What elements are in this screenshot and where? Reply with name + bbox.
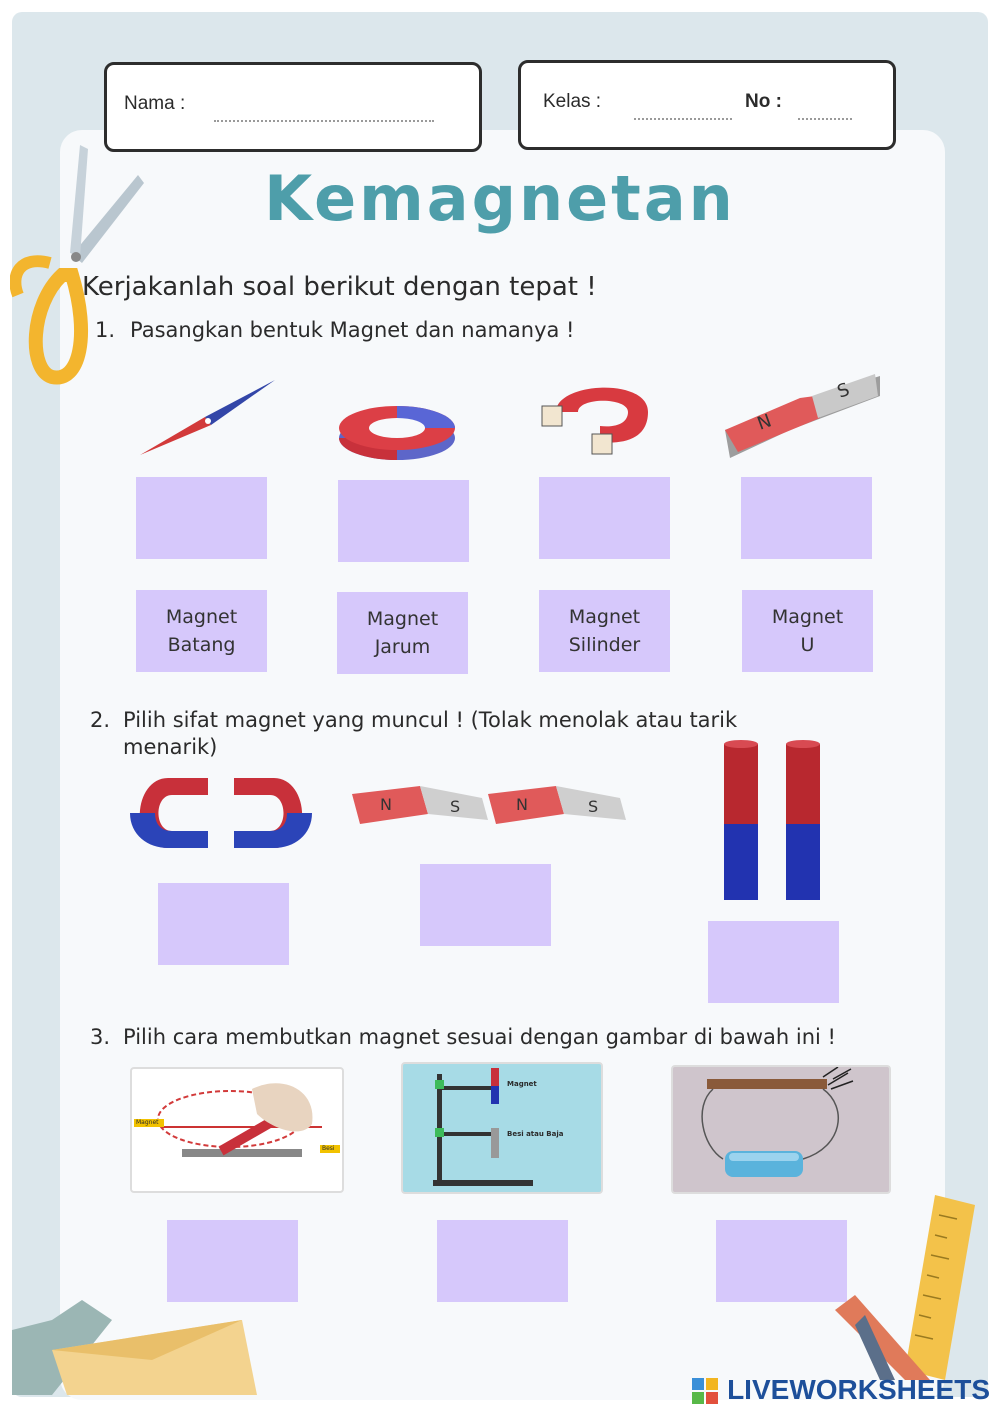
number-label: No : xyxy=(745,91,782,112)
horseshoe-magnet-icon xyxy=(538,382,656,464)
q1-answer-slot-3[interactable] xyxy=(539,477,670,559)
induction-method-image xyxy=(401,1062,603,1194)
bar-magnets-pair-icon xyxy=(350,780,632,832)
q3-answer-slot-3[interactable] xyxy=(716,1220,847,1302)
q1-answer-slot-2[interactable] xyxy=(338,480,469,562)
svg-text:S: S xyxy=(450,797,461,816)
option-magnet-batang[interactable]: Magnet Batang xyxy=(136,590,267,672)
photo2-label-besi: Besi atau Baja xyxy=(507,1130,564,1138)
q1-answer-slot-4[interactable] xyxy=(741,477,872,559)
q1-text: Pasangkan bentuk Magnet dan namanya ! xyxy=(130,318,575,342)
instruction-text: Kerjakanlah soal berikut dengan tepat ! xyxy=(82,272,597,302)
class-label: Kelas : xyxy=(543,91,602,112)
bar-magnet-icon xyxy=(720,368,882,463)
name-field[interactable] xyxy=(214,120,434,122)
q3-answer-slot-1[interactable] xyxy=(167,1220,298,1302)
svg-text:S: S xyxy=(588,797,599,816)
ruler-icon xyxy=(835,1195,985,1380)
electric-method-image xyxy=(671,1065,891,1194)
q2-answer-slot-2[interactable] xyxy=(420,864,551,946)
name-label: Nama : xyxy=(124,93,186,114)
q1-answer-slot-1[interactable] xyxy=(136,477,267,559)
ring-magnet-icon xyxy=(335,398,460,463)
photo1-label-magnet: Magnet xyxy=(136,1119,159,1126)
envelope-icon xyxy=(12,1300,262,1395)
q2-answer-slot-3[interactable] xyxy=(708,921,839,1003)
compass-needle-icon xyxy=(135,375,280,460)
q2-answer-slot-1[interactable] xyxy=(158,883,289,965)
option-magnet-silinder[interactable]: Magnet Silinder xyxy=(539,590,670,672)
q3-text: Pilih cara membutkan magnet sesuai dengan gambar di bawah ini ! xyxy=(123,1025,836,1049)
rubbing-method-image xyxy=(130,1067,344,1193)
photo1-label-besi: Besi xyxy=(322,1145,335,1152)
svg-text:S: S xyxy=(834,379,853,403)
horseshoe-pair-icon xyxy=(128,773,314,853)
svg-text:N: N xyxy=(516,795,528,814)
svg-text:N: N xyxy=(754,410,775,435)
liveworksheets-logo-icon xyxy=(692,1378,718,1404)
q1-number: 1. xyxy=(95,318,116,342)
class-field[interactable] xyxy=(634,118,732,120)
q2-text: Pilih sifat magnet yang muncul ! (Tolak menolak atau tarik menarik) xyxy=(123,708,738,759)
q3-answer-slot-2[interactable] xyxy=(437,1220,568,1302)
option-magnet-u[interactable]: Magnet U xyxy=(742,590,873,672)
q3-number: 3. xyxy=(90,1025,111,1049)
liveworksheets-brand: LIVEWORKSHEETS xyxy=(727,1374,990,1405)
number-field[interactable] xyxy=(798,118,852,120)
option-magnet-jarum[interactable]: Magnet Jarum xyxy=(337,592,468,674)
svg-text:N: N xyxy=(380,795,392,814)
q2-number: 2. xyxy=(90,708,111,732)
photo2-label-magnet: Magnet xyxy=(507,1080,537,1088)
page-title: Kemagnetan xyxy=(264,162,736,235)
cylinder-magnets-icon xyxy=(722,740,822,905)
